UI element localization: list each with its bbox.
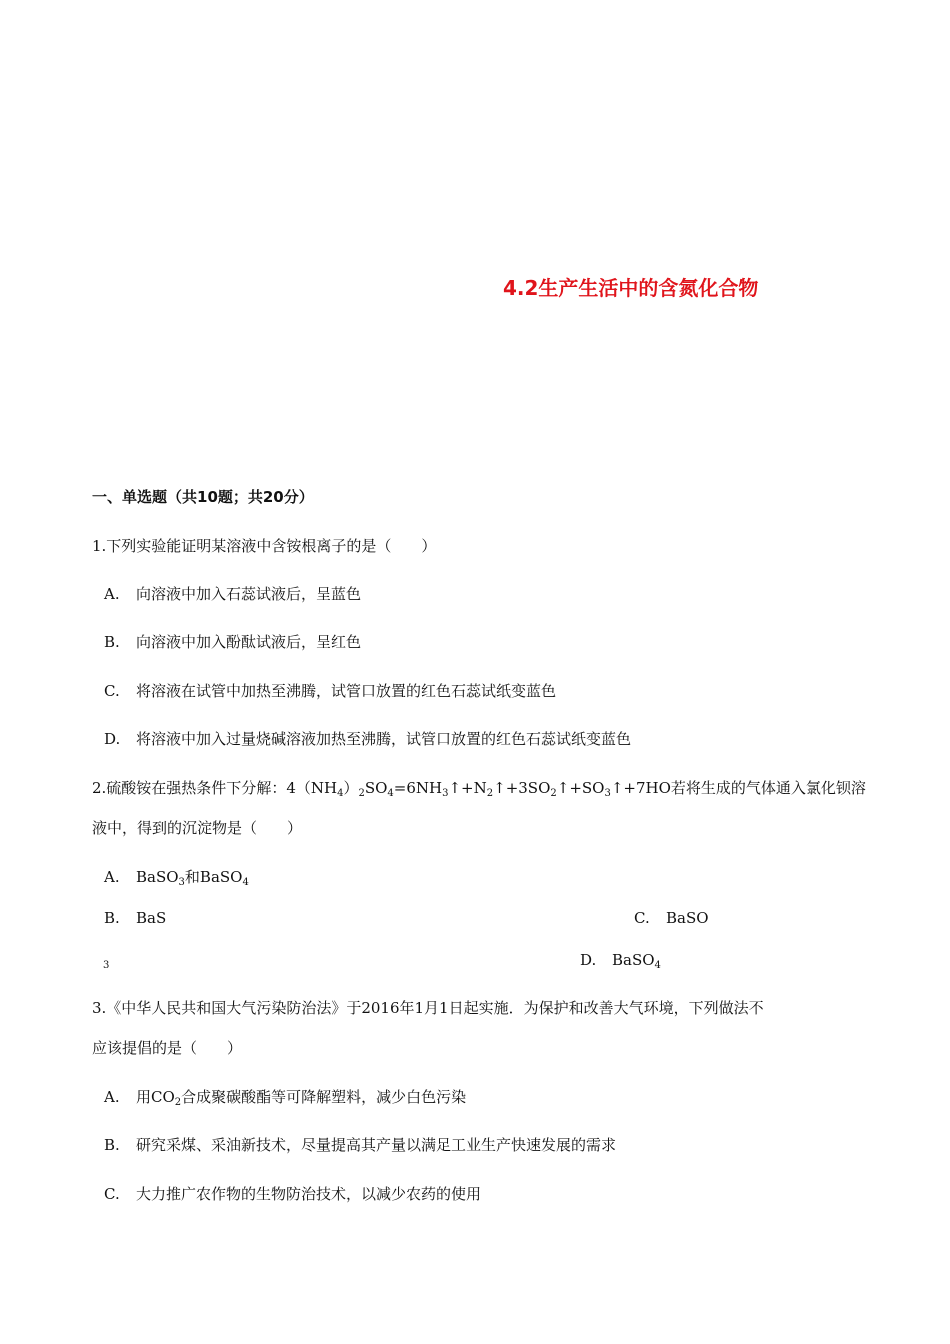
question-1-option-a[interactable]: A. 向溶液中加入石蕊试液后，呈蓝色 (104, 585, 362, 603)
question-2-option-c[interactable]: C. BaSO (634, 909, 709, 927)
question-1-option-c[interactable]: C. 将溶液在试管中加热至沸腾，试管口放置的红色石蕊试纸变蓝色 (104, 682, 557, 700)
question-3-option-c[interactable]: C. 大力推广农作物的生物防治技术，以减少农药的使用 (104, 1185, 482, 1203)
question-2-option-b[interactable]: B. BaS (104, 909, 167, 927)
question-2-option-a[interactable]: A. BaSO$_3$和BaSO$_4$ (104, 868, 249, 888)
question-3-option-b[interactable]: B. 研究采煤、采油新技术，尽量提高其产量以满足工业生产快速发展的需求 (104, 1136, 617, 1154)
section-heading: 一、单选题（共10题；共20分） (92, 488, 314, 506)
question-3-option-a[interactable]: A. 用$CO_2$合成聚碳酸酯等可降解塑料，减少白色污染 (104, 1088, 467, 1108)
question-1-option-d[interactable]: D. 将溶液中加入过量烧碱溶液加热至沸腾，试管口放置的红色石蕊试纸变蓝色 (104, 730, 632, 748)
question-2-stem-line-2: 液中，得到的沉淀物是（ ） (92, 819, 303, 837)
question-3-stem-line-2: 应该提倡的是（ ） (92, 1039, 243, 1057)
question-2-stem-line-1: 2.硫酸铵在强热条件下分解：$4(NH_4)_2SO_4=6NH_3↑+N_2↑+3SO_2↑+SO_3↑+7HO$若将生成的气体通入氯化钡溶 (92, 779, 866, 799)
question-1-stem: 1.下列实验能证明某溶液中含铵根离子的是（ ） (92, 537, 437, 555)
document-title: 4.2生产生活中的含氮化合物 (503, 276, 759, 300)
question-3-stem-line-1: 3.《中华人民共和国大气污染防治法》于2016年1月1日起实施．为保护和改善大气环境，下列做法不 (92, 999, 764, 1017)
question-1-option-b[interactable]: B. 向溶液中加入酚酞试液后，呈红色 (104, 633, 362, 651)
question-2-option-d[interactable]: D. BaSO$_4$ (580, 951, 661, 971)
question-2-option-c-subscript: 3 (103, 960, 110, 971)
